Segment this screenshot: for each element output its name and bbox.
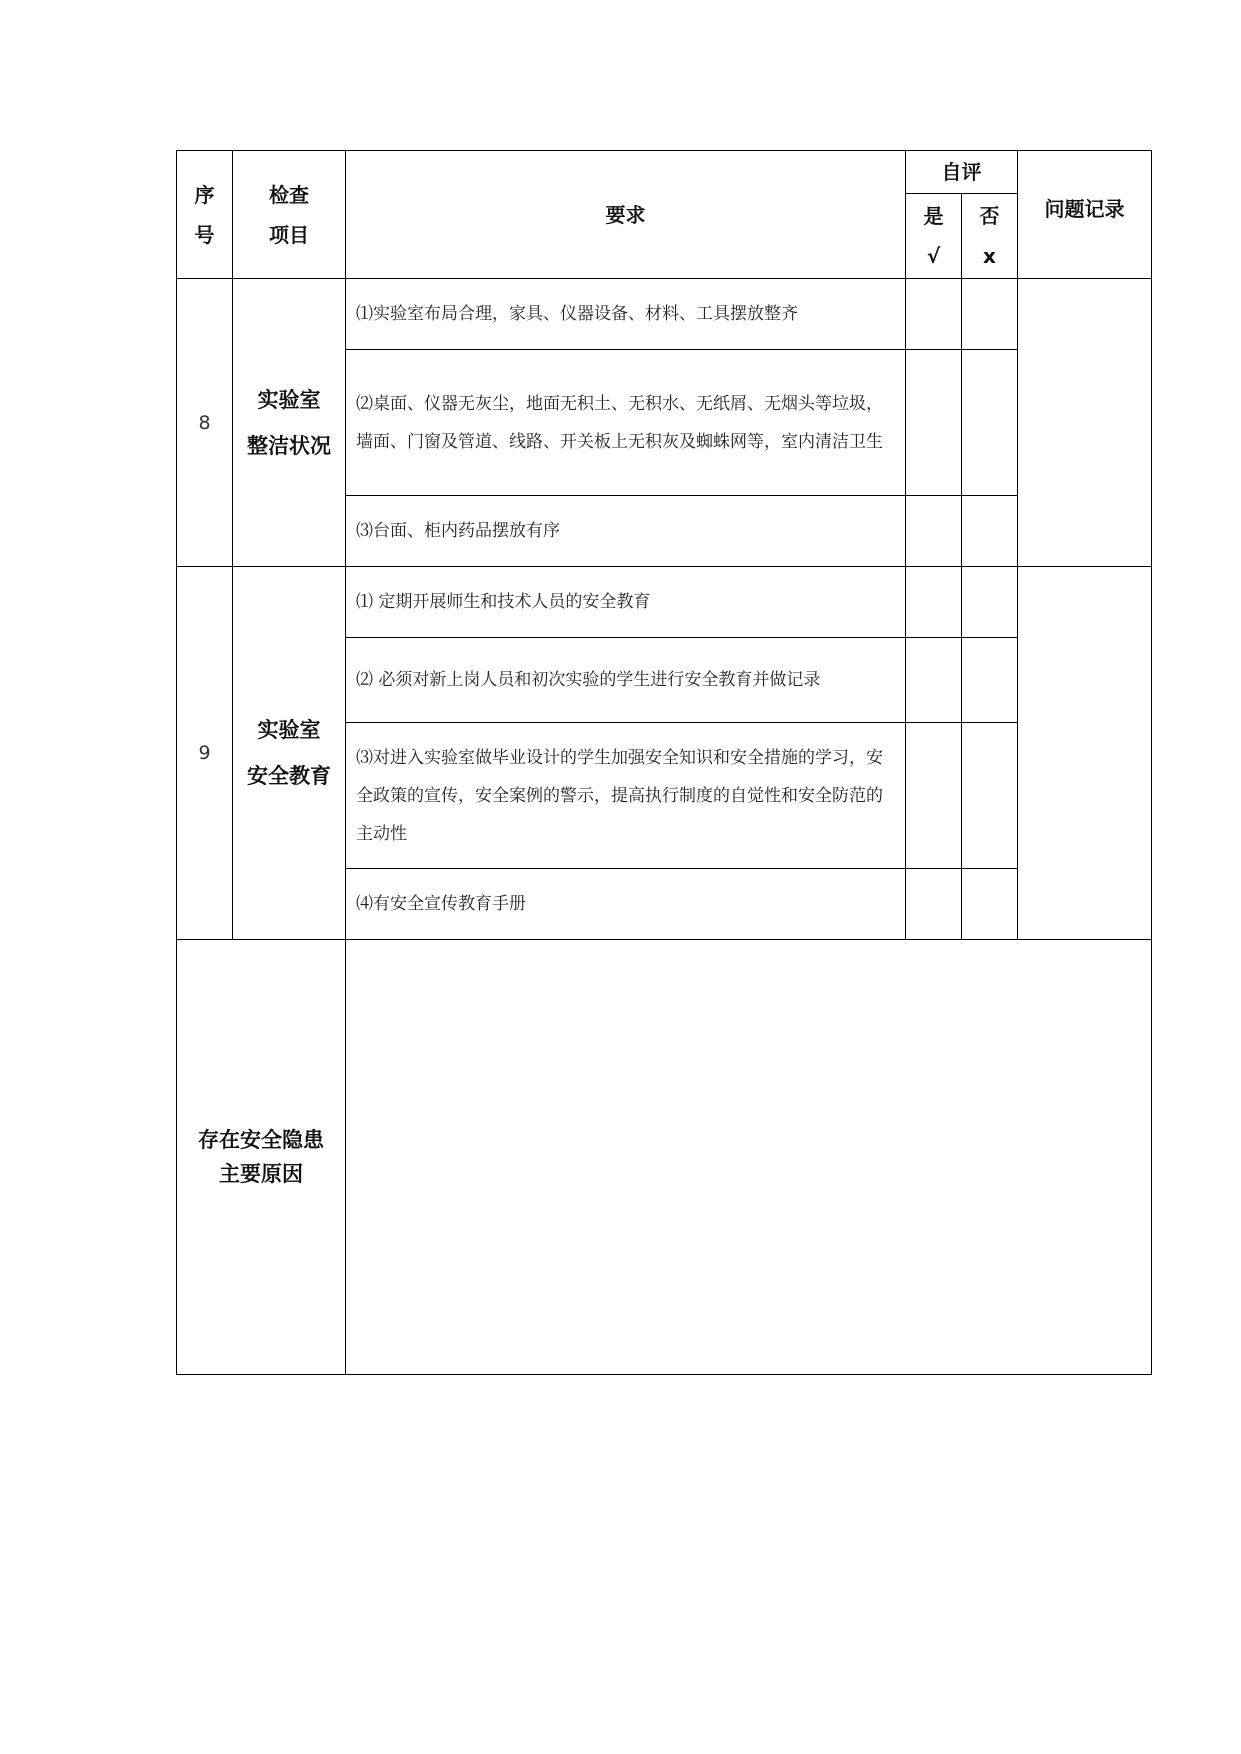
- yes-cell[interactable]: [906, 350, 962, 496]
- yes-cell[interactable]: [906, 638, 962, 723]
- seq-header-line-2: 号: [194, 222, 215, 247]
- problem-record-cell[interactable]: [1018, 279, 1152, 567]
- problem-record-header: 问题记录: [1018, 151, 1152, 279]
- summary-label-line-2: 主要原因: [219, 1162, 303, 1186]
- requirement-text: ⑶台面、柜内药品摆放有序: [346, 496, 906, 567]
- section-title: [233, 567, 346, 940]
- seq-header-line-1: 序: [194, 182, 215, 207]
- problem-record-cell[interactable]: [1018, 567, 1152, 940]
- no-cell[interactable]: [962, 723, 1018, 869]
- no-cell[interactable]: [962, 496, 1018, 567]
- requirement-text: ⑴ 定期开展师生和技术人员的安全教育: [346, 567, 906, 638]
- item-header-line-2: 项目: [269, 222, 309, 247]
- section-title-line-2: 安全教育: [247, 764, 331, 788]
- header-row: [177, 151, 1152, 194]
- table-row: [177, 567, 1152, 638]
- yes-cell[interactable]: [906, 869, 962, 940]
- summary-row: [177, 940, 1152, 1375]
- requirement-text: ⑴实验室布局合理，家具、仪器设备、材料、工具摆放整齐: [346, 279, 906, 350]
- no-cell[interactable]: [962, 279, 1018, 350]
- no-header: [962, 194, 1018, 279]
- section-title-line-1: 实验室: [257, 387, 321, 412]
- section-number: 8: [177, 279, 233, 567]
- section-title-line-1: 实验室: [257, 718, 321, 742]
- requirement-text: ⑷有安全宣传教育手册: [346, 869, 906, 940]
- seq-header: [177, 151, 233, 279]
- no-cell[interactable]: [962, 638, 1018, 723]
- table-row: [177, 279, 1152, 350]
- item-header-line-1: 检查: [269, 182, 309, 207]
- yes-cell[interactable]: [906, 496, 962, 567]
- requirement-header: 要求: [346, 151, 906, 279]
- requirement-text: ⑵桌面、仪器无灰尘，地面无积土、无积水、无纸屑、无烟头等垃圾，墙面、门窗及管道、线路、开关板上无积灰及蜘蛛网等，室内清洁卫生: [346, 350, 906, 496]
- inspection-table: [176, 150, 1152, 1375]
- summary-label: [177, 940, 346, 1375]
- yes-header: [906, 194, 962, 279]
- summary-label-line-1: 存在安全隐患: [198, 1128, 324, 1152]
- section-title-line-2: 整洁状况: [247, 433, 331, 458]
- no-cell[interactable]: [962, 869, 1018, 940]
- yes-label: 是: [923, 204, 944, 228]
- requirement-text: ⑵ 必须对新上岗人员和初次实验的学生进行安全教育并做记录: [346, 638, 906, 723]
- check-mark-icon: √: [926, 244, 941, 268]
- yes-cell[interactable]: [906, 567, 962, 638]
- yes-cell[interactable]: [906, 279, 962, 350]
- self-eval-header: 自评: [906, 151, 1018, 194]
- no-cell[interactable]: [962, 567, 1018, 638]
- requirement-text: ⑶对进入实验室做毕业设计的学生加强安全知识和安全措施的学习，安全政策的宣传，安全案例的警示，提高执行制度的自觉性和安全防范的主动性: [346, 723, 906, 869]
- summary-content[interactable]: [346, 940, 1152, 1375]
- yes-cell[interactable]: [906, 723, 962, 869]
- section-title: [233, 279, 346, 567]
- section-number: 9: [177, 567, 233, 940]
- item-header: [233, 151, 346, 279]
- no-label: 否: [979, 204, 1000, 228]
- cross-mark-icon: x: [983, 244, 996, 268]
- no-cell[interactable]: [962, 350, 1018, 496]
